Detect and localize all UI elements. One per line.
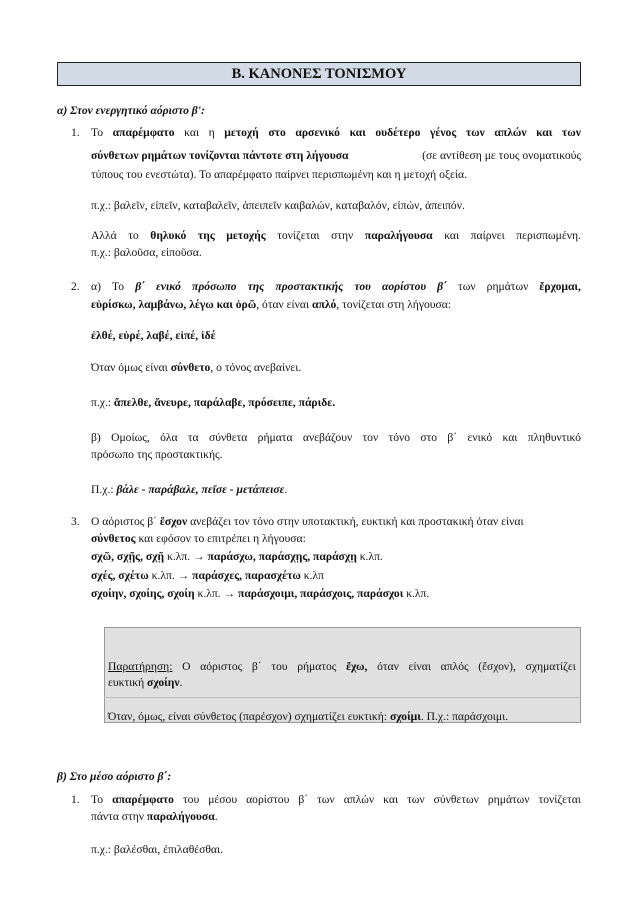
word: των	[317, 793, 335, 806]
text-phrase: Όταν όμως είναι	[91, 361, 171, 374]
word: και	[502, 431, 518, 444]
text-phrase: , ο τόνος ανεβαίνει.	[210, 361, 302, 374]
word: είναι	[408, 660, 431, 673]
word: τονίζεται	[538, 793, 581, 806]
text-phrase: ανεβάζει τον τόνο στην υποτακτική, ευκτική και προστακική όταν είναι	[187, 515, 524, 528]
text-phrase: Ο αόριστος β΄	[91, 515, 160, 528]
word: του	[271, 660, 288, 673]
item-1-feminine-line-2: π.χ.: βαλοῦσα, εἰποῦσα.	[91, 246, 202, 259]
word: τα	[187, 431, 199, 444]
word: όταν	[377, 660, 399, 673]
word: των	[465, 126, 485, 139]
word: προστακτικής	[275, 280, 344, 293]
example-label: π.χ.:	[91, 396, 114, 409]
word: ρημάτων	[486, 280, 529, 293]
word: αορίστου	[381, 280, 427, 293]
section-a-heading: α) Στον ενεργητικό αόριστο β':	[57, 104, 205, 117]
word: Ομοίως,	[111, 431, 150, 444]
item-2-example	[91, 396, 335, 410]
word: του	[354, 280, 371, 293]
note-line-3	[108, 710, 508, 724]
word: των	[561, 126, 581, 139]
bold-word: ἔσχον	[159, 515, 188, 528]
word: ενικό	[156, 280, 181, 293]
word: του	[183, 793, 200, 806]
text-phrase: (σε αντίθεση με τους ονοματικούς	[422, 149, 581, 162]
text-phrase: .	[179, 676, 183, 689]
item-3-row-2	[91, 569, 324, 583]
bold-word: σχοίην	[147, 676, 180, 689]
text-phrase: κ.λπ. →	[148, 569, 193, 582]
bold-word: σύνθετος	[91, 532, 136, 545]
word: Ο	[182, 660, 191, 673]
word: απαρέμφατο	[112, 126, 175, 139]
example-forms: βάλε - παράβαλε, πεῖσε - μετάπεισε	[116, 483, 285, 496]
word: η	[208, 126, 215, 139]
bold-word: σχοίμι	[389, 710, 421, 723]
word: περισπωμένη.	[516, 229, 581, 242]
word: στο	[420, 431, 438, 444]
word: παίρνει	[470, 229, 505, 242]
word: τον	[362, 431, 379, 444]
item-1-line-3: τύπους του ενεστώτα). Το απαρέμφατο παίρνει περισπωμένη και η μετοχή οξεία.	[91, 168, 468, 181]
word: Το	[112, 280, 125, 293]
note-box	[104, 627, 581, 723]
item-1-example: π.χ.: βαλεῖν, εἰπεῖν, καταβαλεῖν, ἀπειπεῖν καιβαλών, καταβαλόν, εἰπών, ἀπειπόν.	[91, 199, 465, 212]
word: πρόσωπο	[192, 280, 237, 293]
word: ἔχω,	[346, 660, 368, 673]
word: αόριστος	[200, 660, 243, 673]
item-1-line-2	[91, 149, 581, 163]
word: όλα	[160, 431, 178, 444]
item-2-compound-note	[91, 361, 301, 375]
word: των	[458, 280, 476, 293]
word: αρσενικό	[295, 126, 340, 139]
note-label: Παρατήρηση:	[108, 660, 173, 673]
verb-list: εὑρίσκω, λαμβάνω, λέγω και ὁρῶ	[91, 298, 257, 311]
word: σύνθετα	[208, 431, 248, 444]
item-3-number: 3.	[71, 515, 80, 528]
word: μέσου	[208, 793, 238, 806]
item-3-row-1	[91, 550, 383, 564]
item-3-line-2	[91, 532, 306, 546]
word: α)	[91, 280, 101, 293]
bold-forms: σχοίην, σχοίης, σχοίη	[91, 587, 195, 600]
page-title: Β. ΚΑΝΟΝΕΣ ΤΟΝΙΣΜΟΥ	[57, 62, 581, 86]
item-2-b-line-1	[91, 431, 581, 445]
word: απαρέμφατο	[112, 793, 174, 806]
item-2-number: 2.	[71, 280, 80, 293]
word: β΄	[437, 280, 447, 293]
text-phrase: κ.λπ. →	[164, 550, 208, 563]
section-b-item-1-line-2	[91, 810, 218, 824]
section-b-item-1-number: 1.	[71, 793, 80, 806]
item-1-line-1	[91, 126, 581, 140]
bold-forms: σχές, σχέτω	[91, 569, 149, 582]
word: και	[349, 126, 366, 139]
text-phrase: κ.λπ.	[403, 587, 430, 600]
item-2-line-2	[91, 298, 451, 312]
word: β΄	[251, 660, 262, 673]
text-phrase: κ.λπ. →	[194, 587, 238, 600]
word: και	[383, 793, 399, 806]
bold-forms: σχῶ, σχῇς, σχῇ	[91, 550, 165, 563]
text-phrase: κ.λπ	[300, 569, 325, 582]
item-3-row-3	[91, 587, 429, 601]
word: ρημάτων	[487, 793, 530, 806]
word: πληθυντικό	[527, 431, 581, 444]
section-b-item-1-line-1	[91, 793, 581, 807]
example-label: Π.χ.:	[91, 483, 117, 496]
word: σύνθετων	[433, 793, 479, 806]
word: το	[128, 229, 139, 242]
item-1-feminine-line-1	[91, 229, 581, 243]
word: ουδέτερο	[375, 126, 421, 139]
word: της	[247, 280, 265, 293]
item-2-forms: ἐλθέ, εὑρέ, λαβέ, εἰπέ, ἰδέ	[91, 329, 216, 342]
note-line-1	[108, 660, 576, 674]
text-phrase: , τονίζεται στη λήγουσα:	[336, 298, 452, 311]
word: απλών	[343, 793, 375, 806]
word: Το	[91, 126, 104, 139]
bold-word: σύνθετο	[170, 361, 211, 374]
bold-forms: παράσχες, παρασχέτω	[192, 569, 301, 582]
item-3-line-1	[91, 515, 524, 529]
word: στην	[331, 229, 354, 242]
word: γένος	[429, 126, 457, 139]
word: των	[407, 793, 425, 806]
item-2-line-1	[91, 280, 581, 294]
word: (ἔσχον),	[478, 660, 516, 673]
bold-forms: παράσχω, παράσχῃς, παράσχῃ	[207, 550, 357, 563]
word: και	[184, 126, 200, 139]
word: σχηματίζει	[525, 660, 576, 673]
section-b-heading: β) Στο μέσο αόριστο β΄:	[57, 770, 172, 783]
word: ἔρχομαι,	[539, 280, 581, 293]
word: τόνο	[388, 431, 411, 444]
word: θηλυκό	[150, 229, 187, 242]
word: μετοχής	[226, 229, 266, 242]
example-forms: ἄπελθε, ἄνευρε, παράλαβε, πρόσειπε, πάριδε.	[113, 396, 336, 409]
word: β΄	[135, 280, 145, 293]
word: ρήματα	[257, 431, 293, 444]
text-phrase: . Π.χ.: παράσχοιμι.	[420, 710, 509, 723]
text-phrase: πάντα στην	[91, 810, 147, 823]
bold-forms: παράσχοιμι, παράσχοις, παράσχοι	[237, 587, 404, 600]
word: της	[197, 229, 215, 242]
word: ενικό	[467, 431, 493, 444]
word: αορίστου	[246, 793, 290, 806]
word: β΄	[298, 793, 309, 806]
word: παραλήγουσα	[364, 229, 433, 242]
item-1-number: 1.	[71, 126, 80, 139]
text-phrase: .	[214, 810, 218, 823]
item-2-b-example	[91, 483, 287, 497]
word: Το	[91, 793, 104, 806]
text-phrase: και εφόσον το επιτρέπει η λήγουσα:	[135, 532, 306, 545]
word: ανεβάζουν	[302, 431, 353, 444]
item-2-b-line-2: πρόσωπο της προστακτικής.	[91, 448, 223, 461]
word: και	[444, 229, 460, 242]
text-phrase: .	[284, 483, 288, 496]
bold-word: παραλήγουσα	[146, 810, 215, 823]
word: Αλλά	[91, 229, 117, 242]
word: απλών	[494, 126, 527, 139]
text-phrase: ευκτική	[108, 676, 148, 689]
note-line-2	[108, 676, 182, 690]
text-phrase: Όταν, όμως, είναι σύνθετος (παρέσχον) σχηματίζει ευκτική:	[108, 710, 390, 723]
word: β΄	[447, 431, 458, 444]
word: τονίζεται	[277, 229, 320, 242]
word: β)	[91, 431, 101, 444]
section-b-example: π.χ.: βαλέσθαι, ἐπιλαθέσθαι.	[91, 843, 224, 856]
word: στο	[268, 126, 286, 139]
bold-phrase: σύνθετων ρημάτων τονίζονται πάντοτε στη λήγουσα	[91, 149, 349, 162]
text-phrase: , όταν είναι	[256, 298, 313, 311]
word: ρήματος	[297, 660, 337, 673]
bold-word: απλό	[312, 298, 337, 311]
word: μετοχή	[224, 126, 259, 139]
word: και	[536, 126, 553, 139]
text-phrase: κ.λπ.	[356, 550, 383, 563]
note-divider	[104, 697, 581, 698]
word: απλός	[440, 660, 469, 673]
